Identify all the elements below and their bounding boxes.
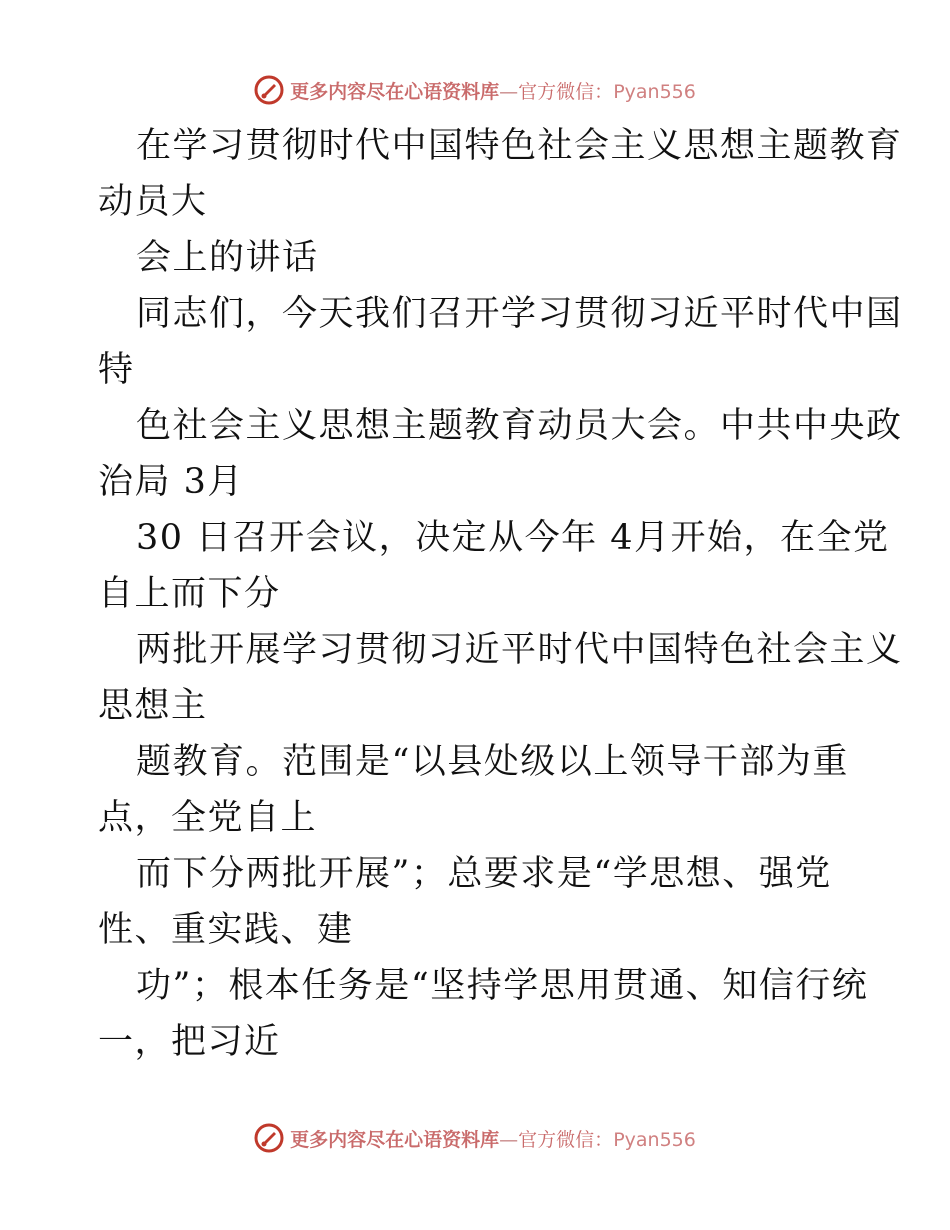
text-line: 30 日召开会议，决定从今年 4月开始，在全党 <box>136 518 890 558</box>
text-line: 一，把习近 <box>98 1022 281 1062</box>
text-line: 在学习贯彻时代中国特色社会主义思想主题教育 <box>136 126 903 166</box>
watermark-dash: — <box>499 80 519 103</box>
text-line: 两批开展学习贯彻习近平时代中国特色社会主义 <box>136 630 903 670</box>
watermark-id: Pyan556 <box>613 1128 696 1151</box>
text-line: 会上的讲话 <box>136 238 319 278</box>
text-line: 治局 3月 <box>98 462 244 502</box>
watermark-text <box>290 1125 696 1152</box>
document-body <box>98 118 903 1070</box>
watermark-text <box>290 77 696 104</box>
watermark-label: 官方微信： <box>518 80 614 103</box>
text-line: 自上而下分 <box>98 574 281 614</box>
watermark-logo-icon <box>254 75 284 105</box>
text-line: 色社会主义思想主题教育动员大会。中共中央政 <box>136 406 903 446</box>
text-line: 点，全党自上 <box>98 798 318 838</box>
text-line: 思想主 <box>98 686 208 726</box>
watermark-brand: 更多内容尽在心语资料库 <box>290 80 500 103</box>
text-line: 动员大 <box>98 182 208 222</box>
text-line: 功”；根本任务是“坚持学思用贯通、知信行统 <box>136 966 869 1006</box>
header-watermark <box>0 70 950 110</box>
text-line: 题教育。范围是“以县处级以上领导干部为重 <box>136 742 849 782</box>
text-line: 性、重实践、建 <box>98 910 354 950</box>
footer-watermark <box>0 1118 950 1158</box>
text-line: 同志们，今天我们召开学习贯彻习近平时代中国 <box>136 294 903 334</box>
watermark-dash: — <box>499 1128 519 1151</box>
text-line: 特 <box>98 350 135 390</box>
watermark-label: 官方微信： <box>518 1128 614 1151</box>
watermark-brand: 更多内容尽在心语资料库 <box>290 1128 500 1151</box>
text-line: 而下分两批开展”；总要求是“学思想、强党 <box>136 854 832 894</box>
watermark-id: Pyan556 <box>613 80 696 103</box>
watermark-logo-icon <box>254 1123 284 1153</box>
